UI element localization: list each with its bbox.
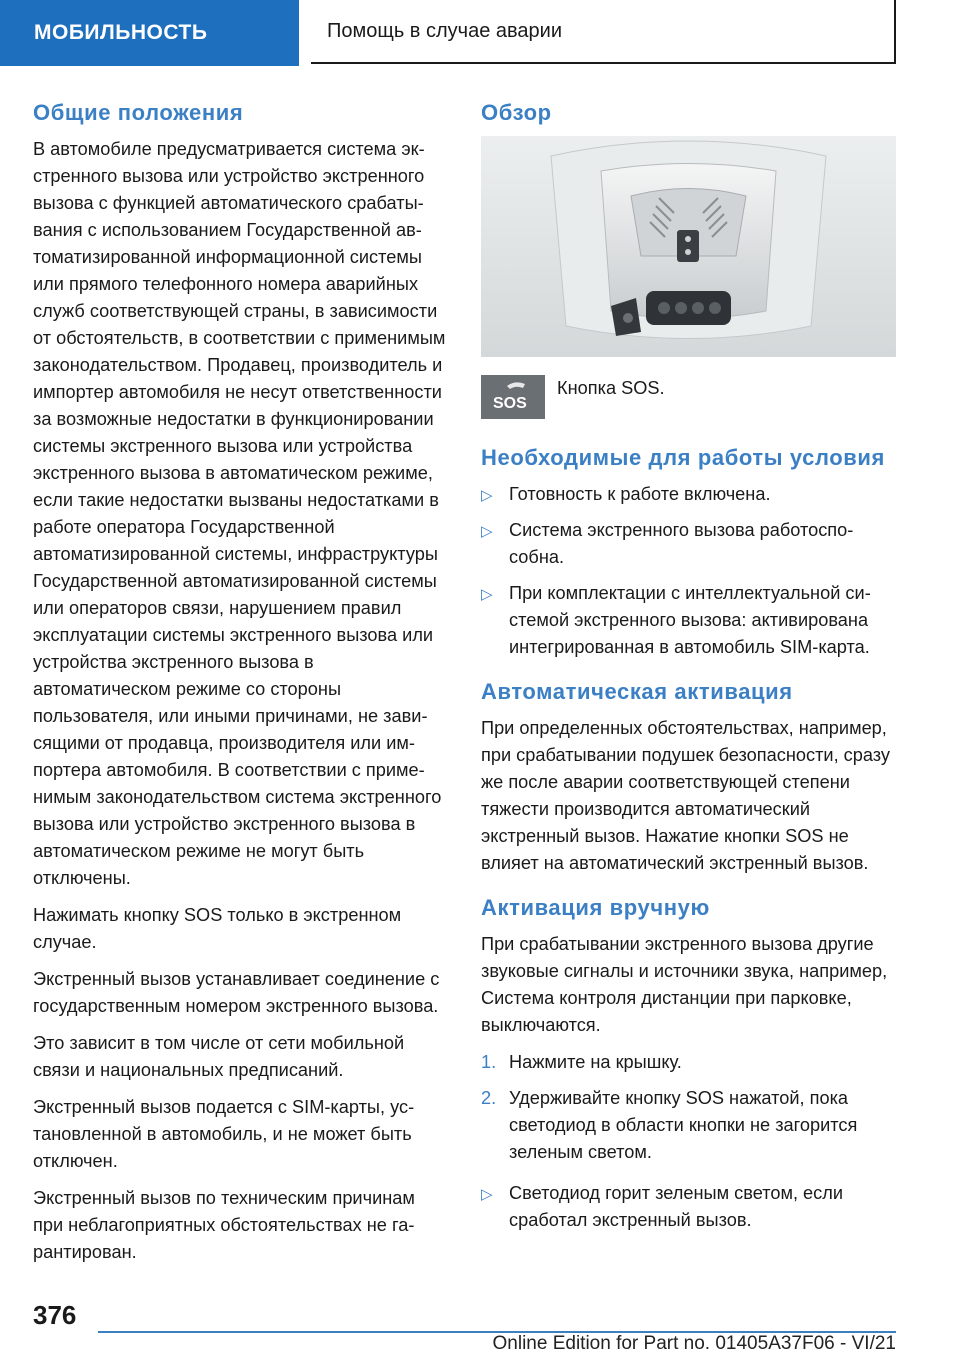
step-item: 2. Удерживайте кнопку SOS нажатой, пока светодиод в области кнопки не загорится зеленым светом.	[481, 1085, 896, 1166]
step-number: 2.	[481, 1088, 497, 1108]
sos-caption: Кнопка SOS.	[557, 378, 665, 398]
page-number: 376	[33, 1300, 77, 1330]
paragraph: Нажимать кнопку SOS только в экстренном случае.	[33, 905, 402, 952]
svg-text:SOS: SOS	[493, 395, 527, 412]
requirements-heading: Необходимые для работы условия	[481, 445, 885, 470]
general-provisions-heading: Общие положения	[33, 100, 244, 125]
requirements-list	[481, 481, 896, 661]
list-item: ▷ Готовность к работе включена.	[481, 481, 896, 508]
step-item: 1. Нажмите на крышку.	[481, 1049, 896, 1076]
left-column	[33, 100, 448, 1276]
paragraph: Экстренный вызов устанавливает соединение с государственным номером экстренного вызова.	[33, 969, 440, 1016]
overview-heading: Обзор	[481, 100, 552, 125]
chapter-header	[311, 0, 896, 64]
section-tab	[0, 0, 299, 66]
triangle-bullet-icon: ▷	[481, 487, 493, 504]
list-item: ▷ Светодиод горит зеленым светом, если сработал экстренный вызов.	[481, 1183, 844, 1230]
chapter-title: Помощь в случае аварии	[327, 19, 562, 42]
auto-activation-heading: Автоматическая активация	[481, 679, 793, 704]
paragraph: Экстренный вызов по техническим причинам при неблагоприятных обстоятельствах не гарантирован.	[33, 1188, 415, 1262]
paragraph: Это зависит в том числе от сети мобильной связи и национальных предписаний.	[33, 1033, 405, 1080]
triangle-bullet-icon: ▷	[481, 586, 493, 603]
overhead-console-photo	[481, 136, 896, 357]
sos-button-icon	[481, 375, 545, 419]
triangle-bullet-icon: ▷	[481, 1186, 493, 1203]
triangle-bullet-icon: ▷	[481, 523, 493, 540]
list-item: ▷ Система экстренного вызова работоспособна.	[481, 520, 854, 567]
paragraph: В автомобиле предусматривается система экстренного вызова или устройство экстренного вызова с функцией автоматического срабатывания с использованием Государственной автоматизированной информационной системы или прямого телефонного номера аварийных служб соответствующей страны, в зависимости от обстоятельств, в соответствии с применимым законодательством. Продавец, производитель и импортер автомобиля не несут ответственности за возможные недостатки в функционировании системы экстренного вызова или устройства экстренного вызова в автоматическом режиме, если такие недостатки вызваны недостатками в работе оператора Государственной автоматизированной системы, инфраструктуры Государственной автоматизированной системы или операторов связи, нарушением правил эксплуатации системы экстренного вызова или устройства экстренного вызова в автоматическом режиме со стороны пользователя, или иными причинами, не зависящими от продавца, производителя или импортера автомобиля. В соответствии с применимым законодательством система экстренного вызова или устройство экстренного вызова в автоматическом режиме не могут быть отключены.	[33, 139, 446, 888]
section-title: МОБИЛЬНОСТЬ	[34, 21, 208, 44]
paragraph: Экстренный вызов подается с SIM-карты, установленной в автомобиль, и не может быть отключен.	[33, 1097, 415, 1171]
result-list	[481, 1180, 896, 1234]
manual-activation-text: При срабатывании экстренного вызова другие звуковые сигналы и источники звука, например, Система контроля дистанции при парковке, выключаются.	[481, 934, 888, 1035]
list-item: ▷ При комплектации с интеллектуальной системой экстренного вызова: активирована интегрированная в автомобиль SIM-карта.	[481, 583, 871, 657]
manual-activation-heading: Активация вручную	[481, 895, 710, 920]
sos-legend	[481, 375, 896, 419]
right-column	[481, 100, 896, 1248]
auto-activation-text: При определенных обстоятельствах, например, при срабатывании подушек безопасности, сразу же после аварии соответствующей степени тяжести производится автоматический экстренный вызов. Нажатие кнопки SOS не влияет на автоматический экстренный вызов.	[481, 718, 891, 873]
step-number: 1.	[481, 1052, 497, 1072]
edition-info: Online Edition for Part no. 01405A37F06 - VI/21	[492, 1333, 896, 1354]
steps-list	[481, 1049, 896, 1166]
